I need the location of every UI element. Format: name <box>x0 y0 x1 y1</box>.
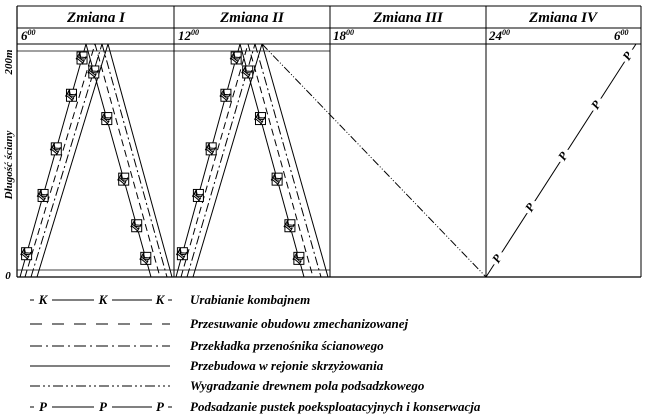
legend-mark-0: P <box>39 398 47 414</box>
shift-2-k-up-mark-1: K <box>189 188 206 203</box>
legend-row-0 <box>30 292 310 307</box>
legend-mark-2: P <box>156 398 164 414</box>
shift-1-k-up-mark-3: K <box>62 88 79 103</box>
shift-2-cutting-line <box>176 44 304 277</box>
work-lines <box>17 44 328 277</box>
legend-text-4: Wygradzanie drewnem pola podsadzkowego <box>190 377 425 393</box>
time-24-label: $24^{00}$ <box>489 28 510 43</box>
shift-1-label: Zmiana I <box>67 10 125 26</box>
shift-2-rebuild-line <box>193 44 328 277</box>
legend-row-3 <box>30 358 384 373</box>
backfill-line <box>486 44 636 277</box>
legend-text-3: Przebudowa w rejonie skrzyżowania <box>190 357 384 373</box>
legend-mark-2: K <box>155 291 165 307</box>
shift-3-line <box>262 44 486 277</box>
shift-1-conveyor-line <box>31 44 167 277</box>
time-6-label: $6^{00}$ <box>21 28 36 43</box>
y-axis-bottom-label: 0 <box>5 270 11 282</box>
legend-text-1: Przesuwanie obudowu zmechanizowanej <box>190 315 409 331</box>
shift-2-conveyor-line <box>187 44 321 277</box>
legend-text-2: Przekładka przenośnika ścianowego <box>190 337 384 353</box>
legend-mark-1: P <box>99 398 107 414</box>
legend-text-5: Podsadzanie pustek poeksploatacyjnych i konserwacja <box>190 398 481 414</box>
legend-row-5 <box>30 399 481 414</box>
shift-2-k-down-mark-0: K <box>238 65 255 80</box>
legend-mark-1: K <box>98 291 108 307</box>
shift-2-support-line <box>181 44 313 277</box>
shift-2-k-down-mark-3: K <box>280 219 297 234</box>
grid <box>17 6 641 277</box>
legend-row-1 <box>30 316 409 331</box>
shift-2-k-up-mark-4: K <box>227 51 244 66</box>
shift-2-k-down-mark-1: K <box>251 111 268 126</box>
legend-text-0: Urabianie kombajnem <box>190 291 311 307</box>
time-18-label: $18^{00}$ <box>333 28 354 43</box>
shift-1-k-down-mark-0: K <box>84 65 101 80</box>
shift-2-k-up-mark-0: K <box>173 247 190 262</box>
shift-1-cutting-line <box>20 44 151 277</box>
shift-1-k-up-mark-4: K <box>72 51 90 66</box>
shift-1-k-up-mark-1: K <box>33 188 51 203</box>
shift-2-k-up-mark-3: K <box>216 88 233 103</box>
shift-1-k-down-mark-1: K <box>97 111 114 126</box>
shift-1-k-down-mark-4: K <box>136 251 153 266</box>
time-12-label: $12^{00}$ <box>178 28 199 43</box>
y-axis-label: Długość ściany <box>3 130 15 200</box>
legend-row-4 <box>30 378 425 393</box>
y-axis-top-label: 200m <box>3 49 15 75</box>
legend <box>30 292 481 414</box>
shift-2-k-down-mark-4: K <box>289 251 306 266</box>
time-6-end-label: $6^{00}$ <box>614 28 629 43</box>
shift-1-k-down-mark-2: K <box>114 172 131 187</box>
legend-mark-0: K <box>38 291 48 307</box>
shift-4-label: Zmiana IV <box>529 10 597 26</box>
shift-2-label: Zmiana II <box>220 10 284 26</box>
p-mark-2: P <box>555 149 571 164</box>
p-mark-4: P <box>619 49 636 63</box>
shift-1-k-up-mark-2: K <box>47 142 64 157</box>
p-mark-3: P <box>588 98 604 112</box>
p-mark-0: P <box>489 251 505 266</box>
shift-2-k-down-mark-2: K <box>267 172 285 187</box>
shift-1-k-up-mark-0: K <box>17 247 34 262</box>
legend-row-2 <box>30 338 384 353</box>
shift-1-k-down-mark-3: K <box>127 219 144 234</box>
shift-3-label: Zmiana III <box>373 10 443 26</box>
header-row <box>17 6 641 44</box>
p-mark-1: P <box>522 200 538 215</box>
shift-2-k-up-mark-2: K <box>202 142 219 157</box>
